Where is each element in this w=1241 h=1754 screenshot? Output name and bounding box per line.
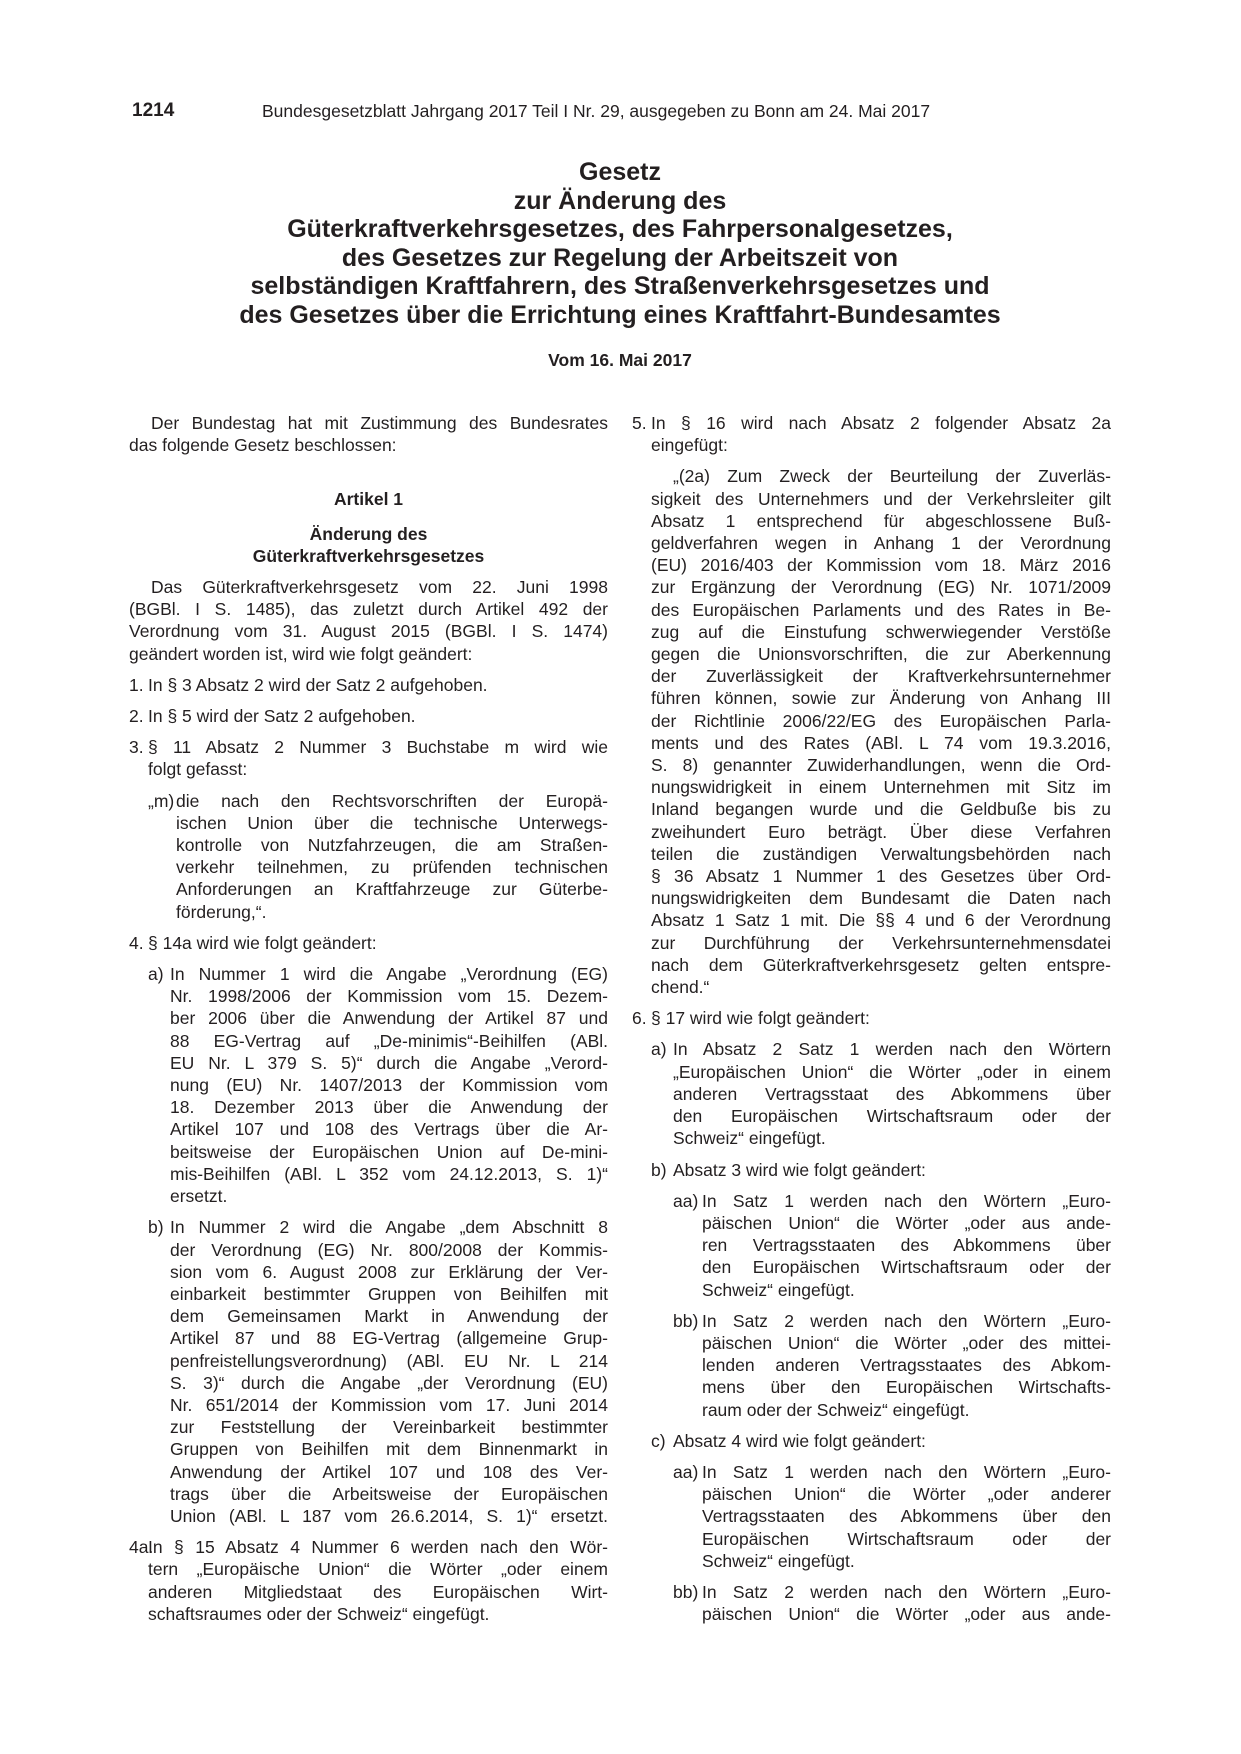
text-line: der Verordnung (EG) Nr. 800/2008 der Kommis- [170, 1239, 608, 1260]
text-line: § 17 wird wie folgt geändert: [651, 1008, 870, 1029]
text-line: päischen Union“ die Wörter „oder aus ande- [702, 1604, 1111, 1625]
item-number: aa) [673, 1190, 699, 1211]
item-text [632, 1310, 1111, 1421]
text-line: In Nummer 1 wird die Angabe „Verordnung (EG) [170, 964, 608, 985]
text-line: zweihundert Euro beträgt. Über diese Verfahren [651, 821, 1111, 842]
text-line: Schweiz“ eingefügt. [702, 1279, 855, 1300]
text-line: ischen Union über die technische Unterwegs- [176, 812, 608, 833]
text-line: zur Feststellung der Vereinbarkeit bestimmter [170, 1417, 608, 1438]
item-4-a [129, 963, 608, 1207]
text-line: mens über den Europäischen Wirtschafts- [702, 1377, 1111, 1398]
text-line: gegen die Unionsvorschriften, die zur Aberkennung [651, 644, 1111, 665]
text-line: 88 EG-Vertrag auf „De-minimis“-Beihilfen (ABl. [170, 1030, 608, 1051]
article-title [129, 523, 608, 567]
right-column [632, 412, 1111, 1625]
item-4a [129, 1536, 608, 1625]
item-text [129, 674, 608, 696]
item-number: b) [148, 1217, 164, 1238]
text-line: schaftsraumes oder der Schweiz“ eingefügt. [148, 1603, 490, 1624]
text-line: Güterkraftverkehrsgesetzes [252, 545, 485, 566]
text-line: teilen die zuständigen Verwaltungsbehörden nach [651, 843, 1111, 864]
text-line: In § 3 Absatz 2 wird der Satz 2 aufgehoben. [148, 674, 488, 695]
text-line: raum oder der Schweiz“ eingefügt. [702, 1399, 970, 1420]
text-line: EU Nr. L 379 S. 5)“ durch die Angabe „Verord- [170, 1052, 608, 1073]
text-line: förderung,“. [176, 901, 267, 922]
text-line: sion vom 6. August 2008 zur Erklärung der Ver- [170, 1261, 608, 1282]
text-line: des Gesetzes zur Regelung der Arbeitszeit von [341, 243, 899, 272]
item-text [129, 790, 608, 923]
text-line: Artikel 107 und 108 des Vertrags über die Ar- [170, 1119, 608, 1140]
item-3 [129, 736, 608, 780]
text-line: Anwendung der Artikel 107 und 108 des Ver- [170, 1461, 608, 1482]
text-line: eingefügt: [651, 435, 728, 456]
text-line: Absatz 1 Satz 1 mit. Die §§ 4 und 6 der Verordnung [651, 910, 1111, 931]
item-6-b-bb [632, 1310, 1111, 1421]
item-text [632, 1007, 1111, 1029]
item-number: 3. [129, 737, 144, 758]
item-number: bb) [673, 1310, 699, 1331]
text-line: Nr. 1998/2006 der Kommission vom 15. Dezem- [170, 986, 608, 1007]
text-line: kontrolle von Nutzfahrzeugen, die am Straßen- [176, 835, 608, 856]
text-line: S. 3)“ durch die Angabe „der Verordnung (EU) [170, 1372, 608, 1393]
item-text [129, 736, 608, 780]
item-text [129, 963, 608, 1207]
left-column [129, 412, 608, 1625]
text-line: geldverfahren wegen in Anhang 1 der Verordnung [651, 533, 1111, 554]
text-line: § 14a wird wie folgt geändert: [148, 932, 377, 953]
text-line: Absatz 1 entsprechend für abgeschlossene Buß- [651, 510, 1111, 531]
text-line: In § 5 wird der Satz 2 aufgehoben. [148, 706, 416, 727]
text-line: (BGBl. I S. 1485), das zuletzt durch Artikel 492 der [129, 599, 608, 620]
text-line: chend.“ [651, 977, 710, 998]
item-text [632, 1159, 1111, 1181]
text-line: Vertragsstaaten des Abkommens über den [702, 1506, 1111, 1527]
text-line: päischen Union“ die Wörter „oder anderer [702, 1484, 1111, 1505]
item-3-quote [129, 790, 608, 923]
text-line: In Absatz 2 Satz 1 werden nach den Wörtern [673, 1039, 1111, 1060]
item-number: 2. [129, 706, 144, 727]
text-line: die nach den Rechtsvorschriften der Europä- [176, 790, 608, 811]
text-line: In Nummer 2 wird die Angabe „dem Abschnitt 8 [170, 1217, 608, 1238]
text-line: sigkeit des Unternehmers und der Verkehrsleiter gilt [651, 488, 1111, 509]
text-line: Der Bundestag hat mit Zustimmung des Bundesrates [151, 413, 608, 433]
item-number: bb) [673, 1581, 699, 1602]
text-line: Gruppen von Beihilfen mit dem Binnenmarkt in [170, 1439, 608, 1460]
item-number: a) [148, 964, 164, 985]
article-intro [129, 576, 608, 665]
item-number: b) [651, 1159, 667, 1180]
item-4-b [129, 1216, 608, 1527]
text-line: „Europäischen Union“ die Wörter „oder in einem [673, 1061, 1111, 1082]
text-line: mis-Beihilfen (ABl. L 352 vom 24.12.2013, S. 1)“ [170, 1163, 608, 1184]
item-number: 6. [632, 1008, 647, 1029]
item-text [632, 1190, 1111, 1301]
text-line: des Europäischen Parlaments und des Rates in Be- [651, 599, 1111, 620]
item-number: „m) [148, 790, 175, 811]
item-text [632, 1581, 1111, 1625]
text-line: nungswidrigkeiten dem Bundesamt die Daten nach [651, 888, 1111, 909]
law-date: Vom 16. Mai 2017 [548, 350, 692, 370]
text-line: nungswidrigkeit in einem Unternehmen mit Sitz im [651, 777, 1111, 798]
item-number: 4a. [129, 1537, 154, 1558]
text-line: zur Durchführung der Verkehrsunternehmensdatei [651, 932, 1111, 953]
item-6 [632, 1007, 1111, 1029]
text-line: Verordnung vom 31. August 2015 (BGBl. I S. 1474) [129, 621, 608, 642]
text-line: selbständigen Kraftfahrern, des Straßenverkehrsgesetzes und [250, 272, 990, 301]
text-line: Güterkraftverkehrsgesetzes, des Fahrpersonalgesetzes, [287, 215, 953, 244]
text-line: anderen Vertragsstaat des Abkommens über [673, 1083, 1111, 1104]
item-text [129, 932, 608, 954]
text-line: päischen Union“ die Wörter „oder des mittei- [702, 1332, 1111, 1353]
text-line: der Zuverlässigkeit der Kraftverkehrsunternehmer [651, 666, 1111, 687]
text-line: Schweiz“ eingefügt. [673, 1128, 826, 1149]
text-line: Nr. 651/2014 der Kommission vom 17. Juni 2014 [170, 1394, 608, 1415]
item-number: a) [651, 1039, 667, 1060]
text-line: In Satz 2 werden nach den Wörtern „Euro- [702, 1310, 1111, 1331]
text-line: nung (EU) Nr. 1407/2013 der Kommission vom [170, 1075, 608, 1096]
item-text [632, 1461, 1111, 1572]
text-line: tern „Europäische Union“ die Wörter „oder einem [148, 1559, 608, 1580]
text-line: der Richtlinie 2006/22/EG des Europäischen Parla- [651, 710, 1111, 731]
item-text [632, 412, 1111, 456]
text-line: ments und des Rates (ABl. L 74 vom 19.3.2016, [651, 732, 1111, 753]
text-line: Gesetz [579, 158, 661, 186]
text-line: Anforderungen an Kraftfahrzeuge zur Güterbe- [176, 879, 608, 900]
item-number: aa) [673, 1461, 699, 1482]
text-line: § 11 Absatz 2 Nummer 3 Buchstabe m wird wie [148, 737, 608, 758]
text-line: Inland begangen wurde und die Geldbuße bis zu [651, 799, 1111, 820]
item-5 [632, 412, 1111, 456]
preamble [129, 412, 608, 456]
item-number: c) [651, 1430, 666, 1451]
text-line: trags über die Arbeitsweise der Europäischen [170, 1483, 608, 1504]
text-line: In § 15 Absatz 4 Nummer 6 werden nach den Wör- [148, 1537, 608, 1558]
item-6-a [632, 1038, 1111, 1149]
text-line: S. 8) genannter Zuwiderhandlungen, wenn die Ord- [651, 755, 1111, 776]
item-6-c-aa [632, 1461, 1111, 1572]
text-line: ren Vertragsstaaten des Abkommens über [702, 1235, 1111, 1256]
text-line: § 36 Absatz 1 Nummer 1 des Gesetzes über Ord- [651, 866, 1111, 887]
text-line: Das Güterkraftverkehrsgesetz vom 22. Juni 1998 [151, 577, 608, 598]
text-line: lenden anderen Vertragsstaates des Abkom- [702, 1355, 1111, 1376]
text-line: Union (ABl. L 187 vom 26.6.2014, S. 1)“ ersetzt. [170, 1505, 608, 1526]
text-line: Absatz 4 wird wie folgt geändert: [673, 1430, 926, 1451]
text-line: geändert worden ist, wird wie folgt geändert: [129, 643, 473, 664]
text-line: Artikel 87 und 88 EG-Vertrag (allgemeine Grup- [170, 1328, 608, 1349]
item-number: 5. [632, 413, 647, 433]
running-head: Bundesgesetzblatt Jahrgang 2017 Teil I Nr. 29, ausgegeben zu Bonn am 24. Mai 2017 [262, 101, 931, 121]
item-6-c [632, 1430, 1111, 1452]
item-4 [129, 932, 608, 954]
text-line: ber 2006 über die Anwendung der Artikel 87 und [170, 1008, 608, 1029]
item-2 [129, 705, 608, 727]
text-line: folgt gefasst: [148, 759, 248, 780]
text-line: zug auf die Einstufung schwerwiegender Verstöße [651, 621, 1111, 642]
text-line: In Satz 1 werden nach den Wörtern „Euro- [702, 1190, 1111, 1211]
law-title [130, 158, 1110, 330]
text-line: päischen Union“ die Wörter „oder aus ande- [702, 1212, 1111, 1233]
text-line: das folgende Gesetz beschlossen: [129, 435, 397, 456]
text-line: den Europäischen Wirtschaftsraum oder der [673, 1106, 1111, 1127]
text-line: ersetzt. [170, 1186, 228, 1207]
text-line: dem Gemeinsamen Markt in Anwendung der [170, 1306, 608, 1327]
text-line: „(2a) Zum Zweck der Beurteilung der Zuverläs- [673, 466, 1111, 487]
item-5-quote [632, 465, 1111, 998]
item-text [632, 1038, 1111, 1149]
text-line: In Satz 1 werden nach den Wörtern „Euro- [702, 1461, 1111, 1482]
item-6-b-aa [632, 1190, 1111, 1301]
text-line: den Europäischen Wirtschaftsraum oder der [702, 1257, 1111, 1278]
text-line: Absatz 3 wird wie folgt geändert: [673, 1159, 926, 1180]
text-line: 18. Dezember 2013 über die Anwendung der [170, 1097, 608, 1118]
item-number: 1. [129, 674, 144, 695]
text-line: zur Ergänzung der Verordnung (EG) Nr. 1071/2009 [651, 577, 1111, 598]
item-text [129, 705, 608, 727]
text-line: verkehr teilnehmen, zu prüfenden technischen [176, 857, 608, 878]
text-line: (EU) 2016/403 der Kommission vom 18. März 2016 [651, 555, 1111, 576]
text-line: zur Änderung des [513, 186, 727, 215]
text-line: einbarkeit bestimmter Gruppen von Beihilfen mit [170, 1283, 608, 1304]
text-line: Europäischen Wirtschaftsraum oder der [702, 1528, 1111, 1549]
text-line: In § 16 wird nach Absatz 2 folgender Absatz 2a [651, 413, 1111, 433]
text-line: Schweiz“ eingefügt. [702, 1550, 855, 1571]
text-line: nach dem Güterkraftverkehrsgesetz gelten entspre- [651, 954, 1111, 975]
item-text [129, 1536, 608, 1625]
text-line: penfreistellungsverordnung) (ABl. EU Nr. L 214 [170, 1350, 608, 1371]
item-number: 4. [129, 932, 144, 953]
text-line: des Gesetzes über die Errichtung eines Kraftfahrt-Bundesamtes [239, 300, 1001, 329]
text-line: beitsweise der Europäischen Union auf De-mini- [170, 1141, 608, 1162]
item-text [129, 1216, 608, 1527]
text-line: anderen Mitgliedstaat des Europäischen Wirt- [148, 1581, 608, 1602]
text-line: Änderung des [309, 523, 428, 544]
item-1 [129, 674, 608, 696]
item-6-b [632, 1159, 1111, 1181]
article-heading: Artikel 1 [333, 489, 404, 510]
item-6-c-bb [632, 1581, 1111, 1625]
page-number: 1214 [132, 100, 175, 121]
text-line: führen können, sowie zur Änderung von Anhang III [651, 688, 1111, 709]
text-line: In Satz 2 werden nach den Wörtern „Euro- [702, 1581, 1111, 1602]
item-text [632, 1430, 1111, 1452]
